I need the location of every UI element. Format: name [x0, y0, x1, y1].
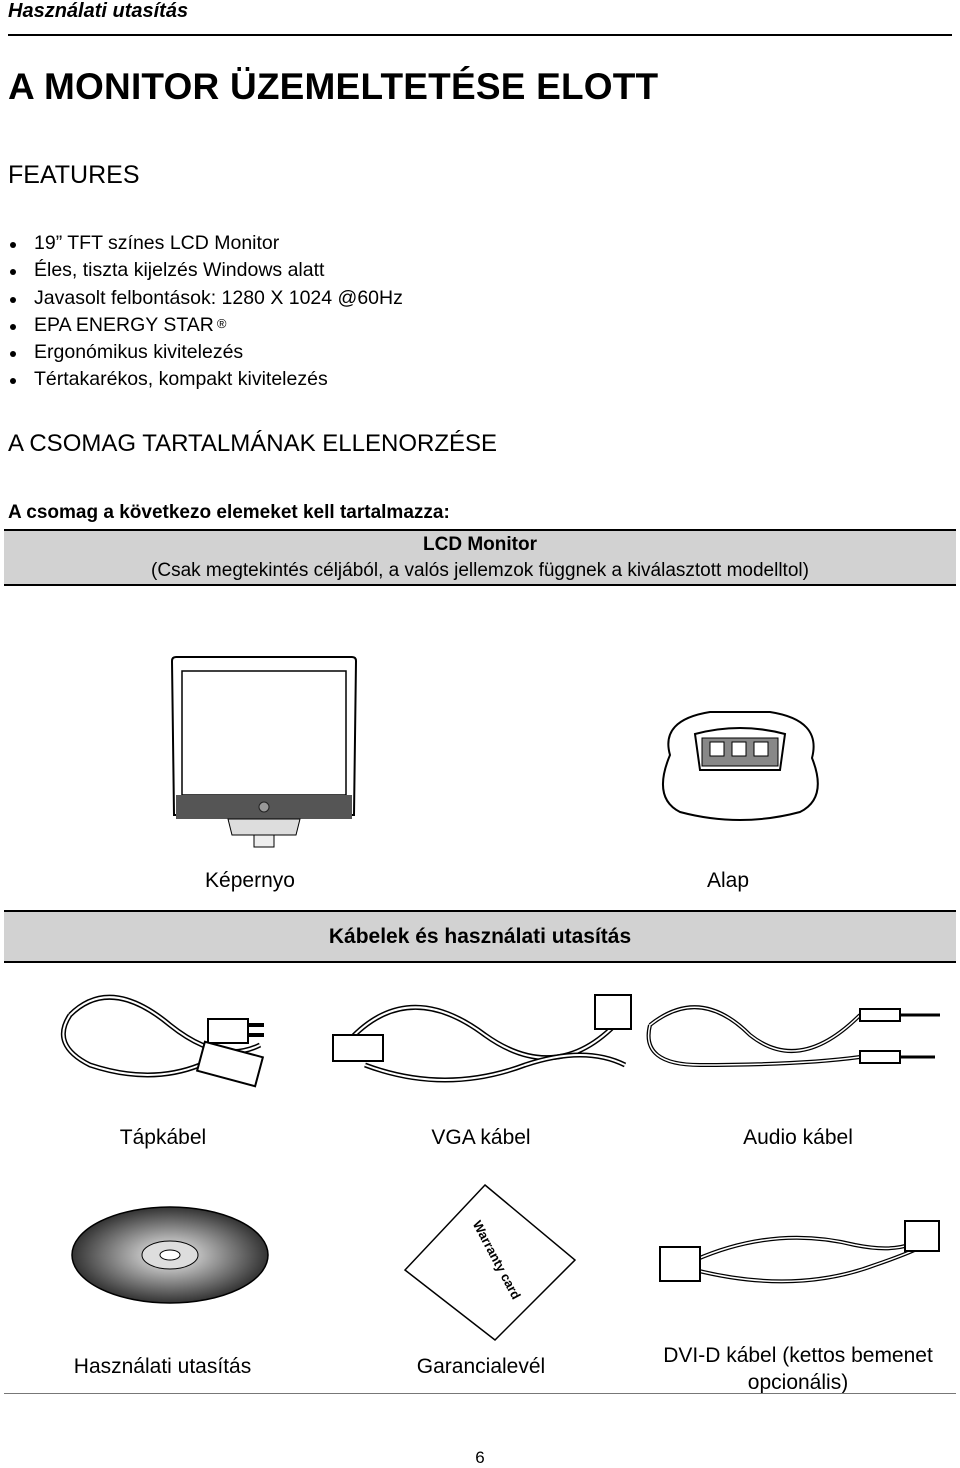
cables-band: Kábelek és használati utasítás: [4, 910, 956, 963]
registered-mark: ®: [216, 315, 227, 331]
dvi-caption-line2: opcionális): [747, 1371, 849, 1394]
feature-item: Javasolt felbontások: 1280 X 1024 @60Hz: [8, 285, 403, 312]
header-title: Használati utasítás: [8, 0, 189, 22]
page-number: 6: [475, 1448, 485, 1467]
base-illustration: [650, 700, 830, 830]
page-title: A MONITOR ÜZEMELTETÉSE ELOTT: [8, 66, 659, 107]
cd-illustration: [70, 1200, 270, 1310]
power-cable-illustration: [50, 985, 290, 1095]
feature-item: EPA ENERGY STAR ®: [8, 312, 403, 339]
dvi-cable-caption: [640, 1342, 956, 1396]
feature-item: Ergonómikus kivitelezés: [8, 339, 403, 366]
vga-cable-illustration: [325, 985, 635, 1095]
feature-item: Éles, tiszta kijelzés Windows alatt: [8, 257, 403, 284]
monitor-illustration: [168, 655, 360, 860]
audio-cable-caption: Audio kábel: [743, 1126, 853, 1149]
features-list: [8, 230, 403, 394]
warranty-card-illustration: [395, 1180, 595, 1345]
warranty-caption: Garancialevél: [416, 1355, 546, 1378]
base-caption: Alap: [706, 869, 750, 892]
audio-cable-illustration: [640, 985, 945, 1095]
power-cable-caption: Tápkábel: [119, 1126, 207, 1149]
dvi-caption-line1: DVI-D kábel (kettos bemenet: [663, 1344, 933, 1367]
feature-item: Tértakarékos, kompakt kivitelezés: [8, 366, 403, 393]
vga-cable-caption: VGA kábel: [431, 1126, 531, 1149]
package-intro: A csomag a következo elemeket kell tartalmazza:: [8, 502, 450, 523]
dvi-cable-illustration: [655, 1215, 945, 1295]
band-note: (Csak megtekintés céljából, a valós jellemzok függnek a kiválasztott modelltol): [151, 560, 809, 581]
manual-caption: Használati utasítás: [73, 1355, 252, 1378]
feature-item: 19” TFT színes LCD Monitor: [8, 230, 403, 257]
band-title: LCD Monitor: [423, 534, 537, 555]
lcd-monitor-band: [4, 529, 956, 586]
warranty-card-text: Warranty card: [469, 1218, 524, 1302]
features-heading: FEATURES: [8, 161, 140, 189]
monitor-caption: Képernyo: [205, 869, 295, 892]
package-heading: A CSOMAG TARTALMÁNAK ELLENORZÉSE: [8, 430, 498, 457]
header-rule: [8, 34, 952, 36]
table-bottom-rule: [4, 1393, 956, 1394]
